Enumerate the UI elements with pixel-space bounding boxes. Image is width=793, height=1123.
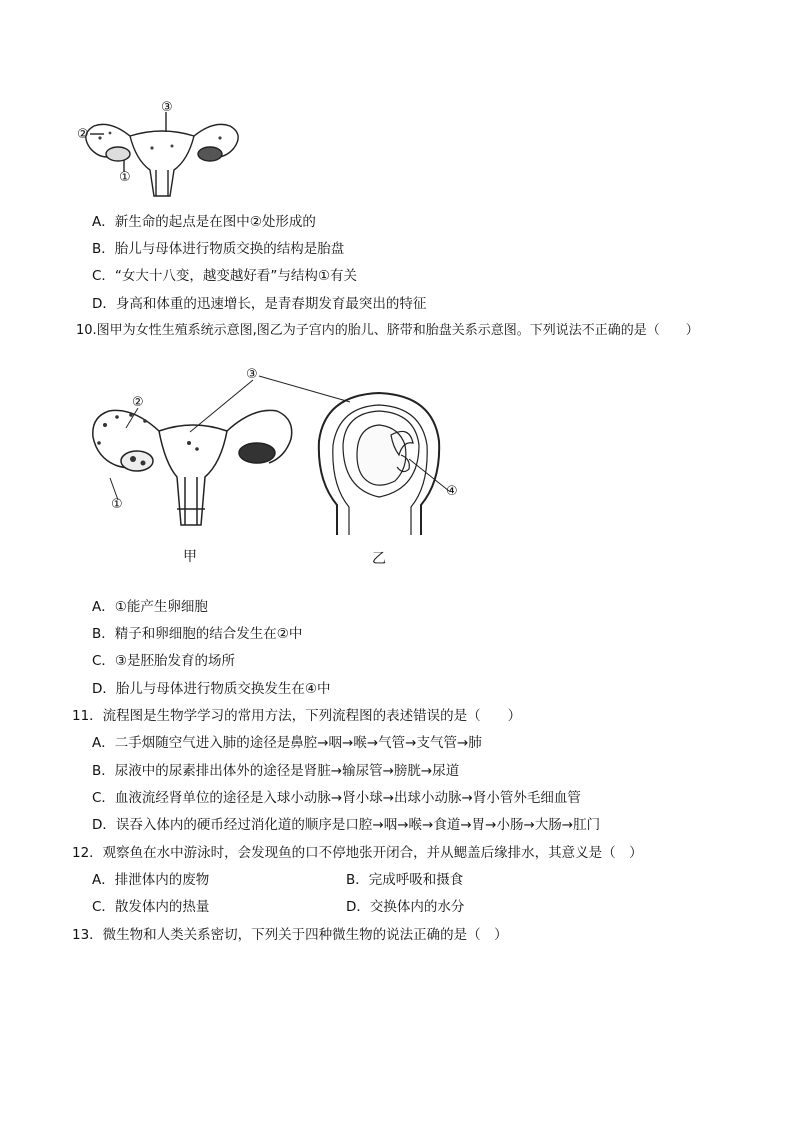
top-fig-label-1: ①	[119, 170, 131, 185]
q9-option-d: D．身高和体重的迅速增长，是青春期发育最突出的特征	[92, 296, 427, 312]
q9-option-c: C．“女大十八变，越变越好看”与结构①有关	[92, 268, 358, 284]
fig-caption-jia: 甲	[183, 549, 197, 565]
fig-label-4: ④	[446, 484, 458, 499]
fig-caption-yi: 乙	[372, 551, 386, 567]
q11-option-c: C．血液流经肾单位的途径是入球小动脉→肾小球→出球小动脉→肾小管外毛细血管	[92, 790, 581, 806]
q11-option-a: A．二手烟随空气进入肺的途径是鼻腔→咽→喉→气管→支气管→肺	[92, 735, 482, 751]
q12-option-c: C．散发体内的热量	[92, 899, 210, 915]
q11-option-b: B．尿液中的尿素排出体外的途径是肾脏→输尿管→膀胱→尿道	[92, 763, 460, 779]
fig-label-2: ②	[132, 395, 144, 410]
q12-option-b: B．完成呼吸和摄食	[346, 872, 464, 888]
top-fig-label-2: ②	[77, 127, 89, 142]
fig-label-1: ①	[111, 497, 123, 512]
q10-stem: 10.图甲为女性生殖系统示意图,图乙为子宫内的胎儿、脐带和胎盘关系示意图。下列说法不正确的是（ ）	[76, 323, 699, 338]
q13-stem: 13．微生物和人类关系密切，下列关于四种微生物的说法正确的是（ ）	[72, 927, 508, 943]
q12-option-a: A．排泄体内的废物	[92, 872, 210, 888]
q12-stem: 12．观察鱼在水中游泳时，会发现鱼的口不停地张开闭合，并从鳃盖后缘排水，其意义是（ ）	[72, 845, 643, 861]
q9-option-b: B．胎儿与母体进行物质交换的结构是胎盘	[92, 241, 345, 257]
q11-stem: 11．流程图是生物学学习的常用方法，下列流程图的表述错误的是（ ）	[72, 708, 522, 724]
fig-label-3: ③	[246, 367, 258, 382]
q9-option-a: A．新生命的起点是在图中②处形成的	[92, 214, 316, 230]
q10-option-d: D．胎儿与母体进行物质交换发生在④中	[92, 681, 331, 697]
q10-option-a: A．①能产生卵细胞	[92, 599, 208, 615]
q10-option-c: C．③是胚胎发育的场所	[92, 653, 236, 669]
q12-option-d: D．交换体内的水分	[346, 899, 465, 915]
q11-option-d: D．误吞入体内的硬币经过消化道的顺序是口腔→咽→喉→食道→胃→小肠→大肠→肛门	[92, 817, 601, 833]
q10-option-b: B．精子和卵细胞的结合发生在②中	[92, 626, 303, 642]
top-fig-label-3: ③	[161, 100, 173, 115]
